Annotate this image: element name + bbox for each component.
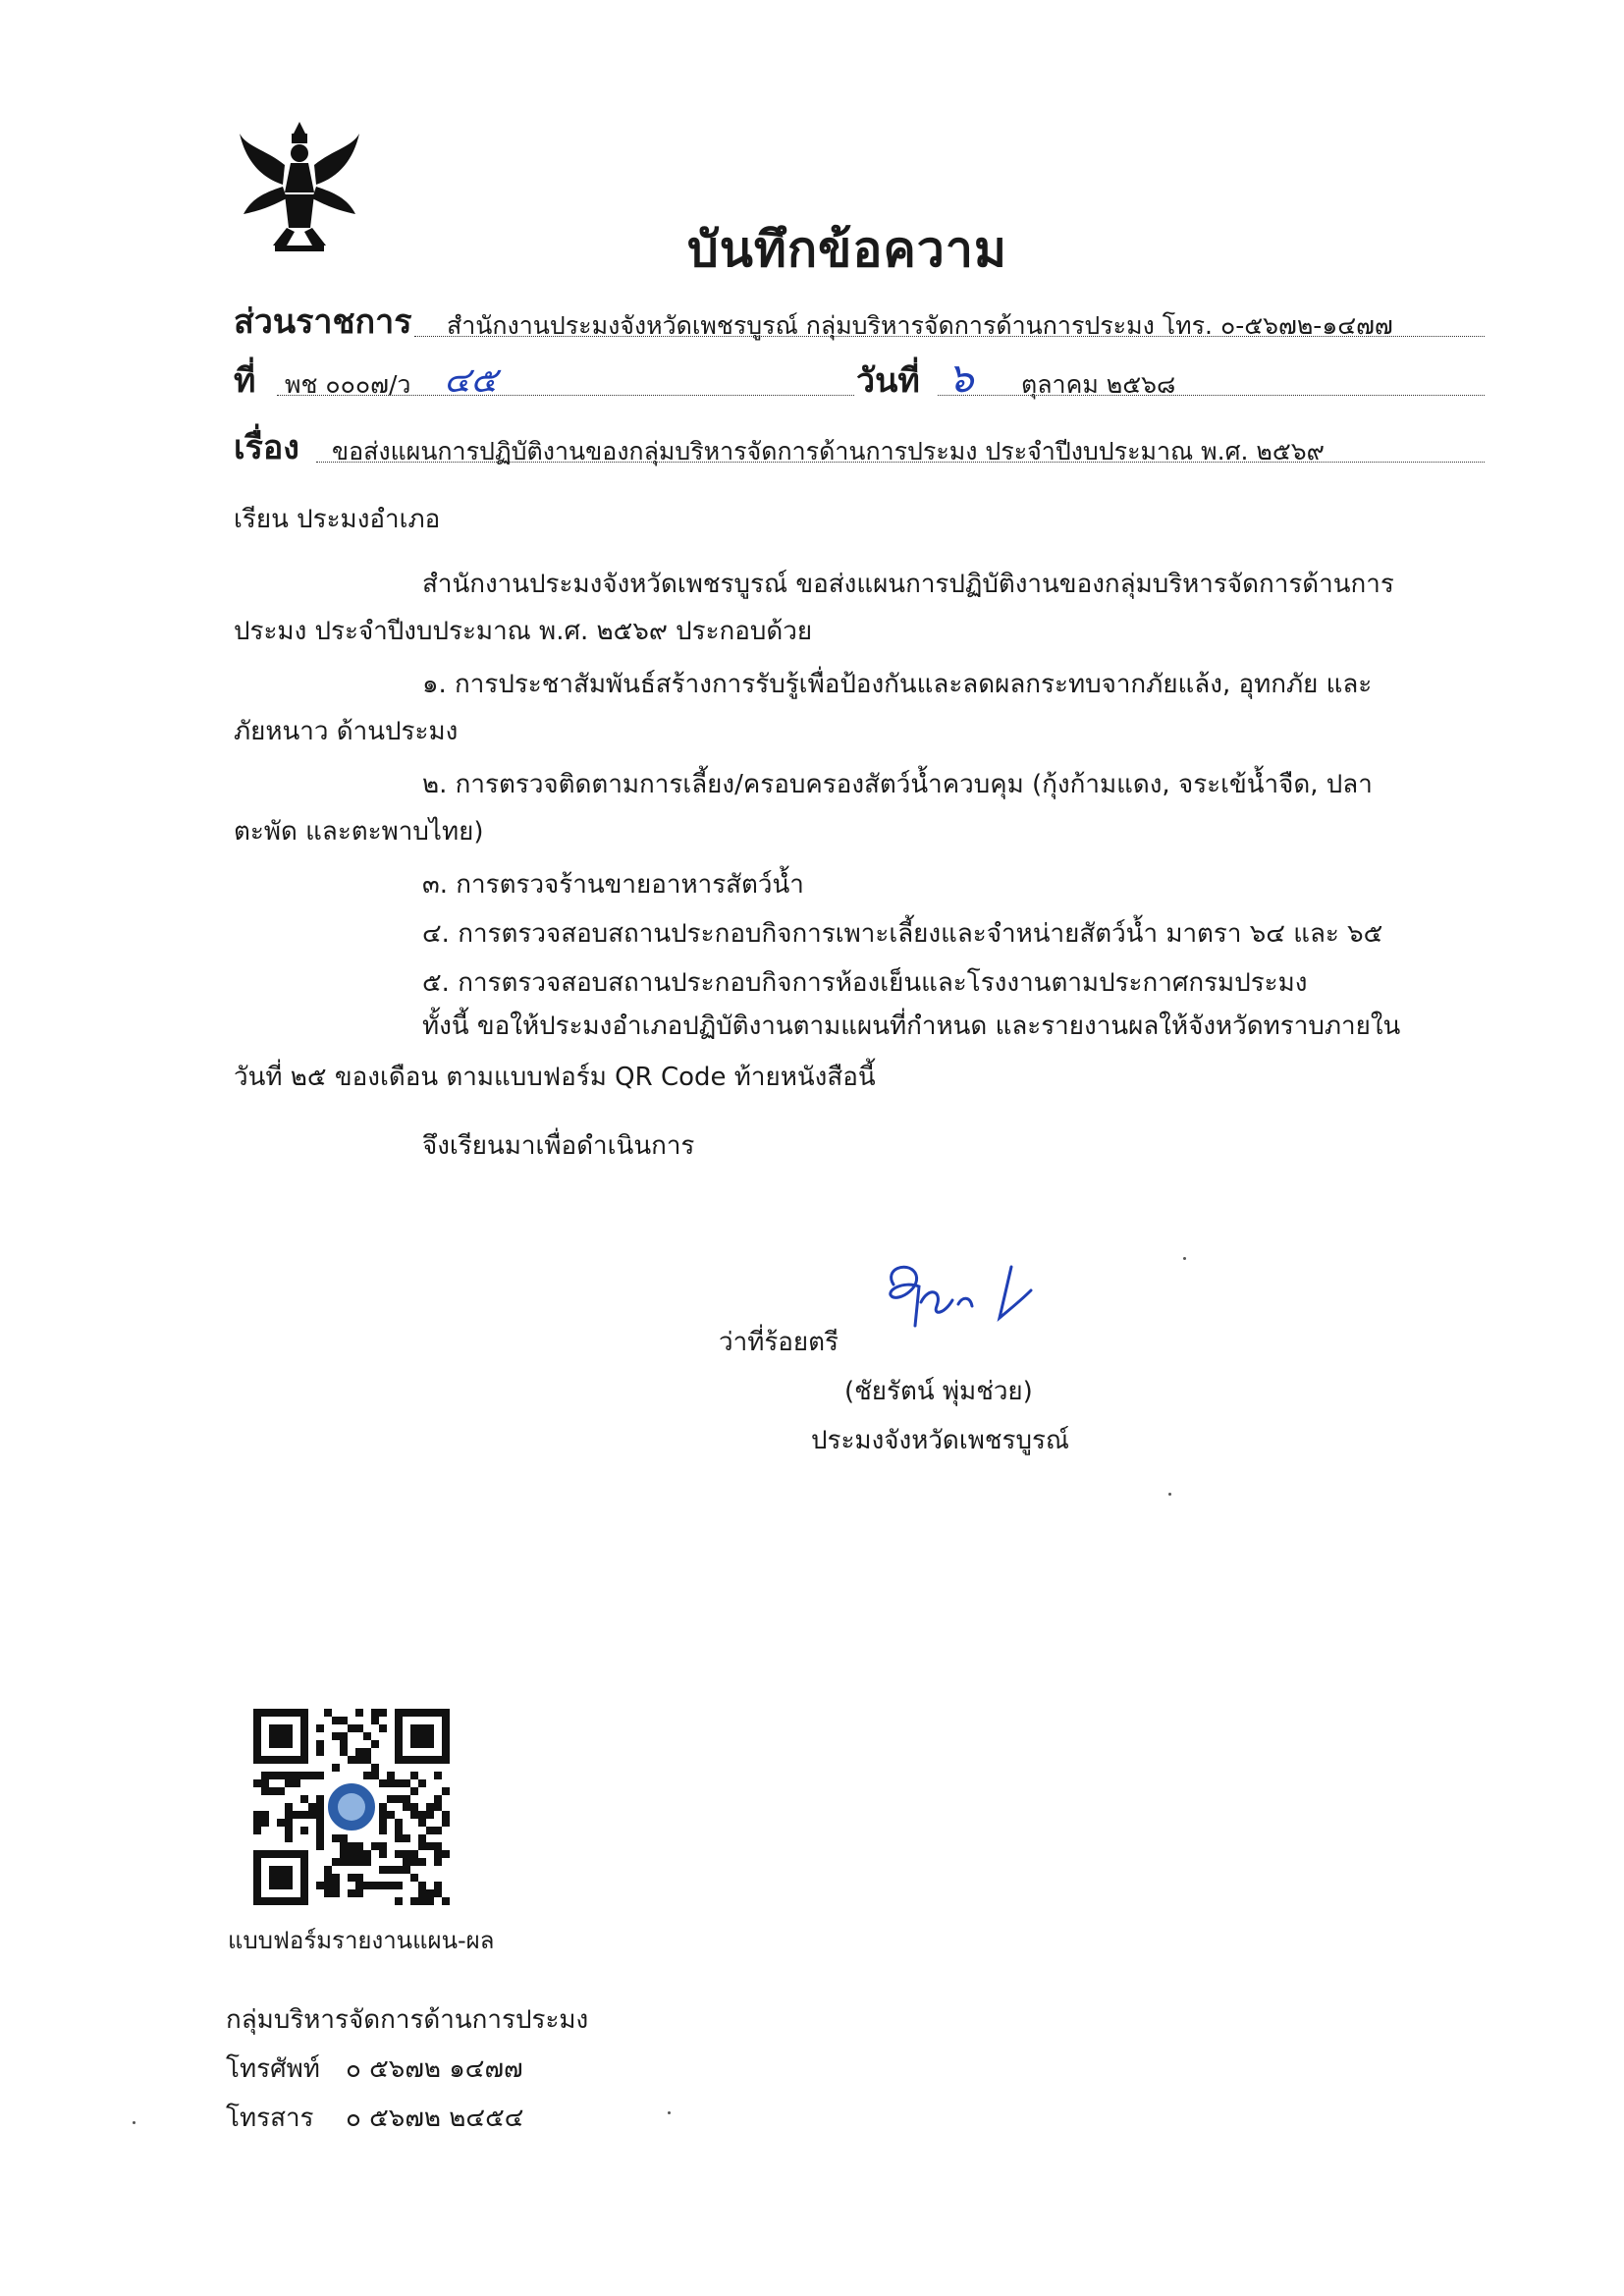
qr-code-icon[interactable]	[253, 1709, 450, 1905]
signature-position: ประมงจังหวัดเพชรบูรณ์	[811, 1426, 1070, 1455]
salutation: เรียน ประมงอำเภอ	[234, 505, 441, 534]
item1-line1: ๑. การประชาสัมพันธ์สร้างการรับรู้เพื่อป้องกันและลดผลกระทบจากภัยแล้ง, อุทกภัย และ	[422, 670, 1373, 699]
garuda-emblem-icon	[236, 120, 363, 257]
date-handwritten-day: ๖	[947, 354, 974, 402]
footer-unit: กลุ่มบริหารจัดการด้านการประมง	[226, 2005, 589, 2035]
signature-name: (ชัยรัตน์ พุ่มช่วย)	[844, 1377, 1033, 1406]
signature-rank: ว่าที่ร้อยตรี	[719, 1328, 839, 1357]
qr-caption: แบบฟอร์มรายงานแผน-ผล	[228, 1927, 495, 1954]
subject-label: เรื่อง	[234, 428, 299, 467]
scan-speck	[1183, 1257, 1186, 1260]
date-label: วันที่	[856, 361, 920, 401]
date-value: ตุลาคม ๒๕๖๘	[1021, 370, 1176, 399]
para2-line1: ทั้งนี้ ขอให้ประมงอำเภอปฏิบัติงานตามแผนที่กำหนด และรายงานผลให้จังหวัดทราบภายใน	[422, 1011, 1401, 1041]
subject-value: ขอส่งแผนการปฏิบัติงานของกลุ่มบริหารจัดการด้านการประมง ประจำปีงบประมาณ พ.ศ. ๒๕๖๙	[332, 437, 1325, 465]
footer-fax: ๐ ๕๖๗๒ ๒๔๕๔	[346, 2104, 524, 2133]
item2-line1: ๒. การตรวจติดตามการเลี้ยง/ครอบครองสัตว์น้ำควบคุม (กุ้งก้ามแดง, จระเข้น้ำจืด, ปลา	[422, 770, 1373, 799]
signature-mark	[864, 1257, 1060, 1345]
scan-speck	[668, 2111, 671, 2114]
closing-line: จึงเรียนมาเพื่อดำเนินการ	[422, 1131, 695, 1161]
item5: ๕. การตรวจสอบสถานประกอบกิจการห้องเย็นและโรงงานตามประกาศกรมประมง	[422, 968, 1308, 998]
scan-speck	[133, 2121, 135, 2124]
agency-label: ส่วนราชการ	[234, 302, 412, 342]
ref-handwritten-number: ๔๕	[444, 360, 498, 401]
para1-line1: สำนักงานประมงจังหวัดเพชรบูรณ์ ขอส่งแผนการปฏิบัติงานของกลุ่มบริหารจัดการด้านการ	[422, 570, 1394, 599]
agency-value: สำนักงานประมงจังหวัดเพชรบูรณ์ กลุ่มบริหารจัดการด้านการประมง โทร. ๐-๕๖๗๒-๑๔๗๗	[447, 311, 1393, 340]
footer-phone-label: โทรศัพท์	[226, 2054, 320, 2084]
memo-title: บันทึกข้อความ	[687, 221, 1007, 278]
ref-label: ที่	[234, 361, 256, 401]
ref-value: พช ๐๐๐๗/ว	[285, 370, 411, 399]
item3: ๓. การตรวจร้านขายอาหารสัตว์น้ำ	[422, 870, 804, 900]
para1-line2: ประมง ประจำปีงบประมาณ พ.ศ. ๒๕๖๙ ประกอบด้วย	[234, 617, 813, 646]
item2-line2: ตะพัด และตะพาบไทย)	[234, 817, 484, 847]
item4: ๔. การตรวจสอบสถานประกอบกิจการเพาะเลี้ยงและจำหน่ายสัตว์น้ำ มาตรา ๖๔ และ ๖๕	[422, 919, 1383, 949]
para2-line2: วันที่ ๒๕ ของเดือน ตามแบบฟอร์ม QR Code ท้ายหนังสือนี้	[234, 1063, 876, 1092]
footer-fax-label: โทรสาร	[226, 2104, 314, 2133]
date-dotted-line	[938, 395, 1485, 396]
footer-phone: ๐ ๕๖๗๒ ๑๔๗๗	[346, 2054, 523, 2084]
scan-speck	[1168, 1493, 1171, 1496]
item1-line2: ภัยหนาว ด้านประมง	[234, 717, 459, 746]
